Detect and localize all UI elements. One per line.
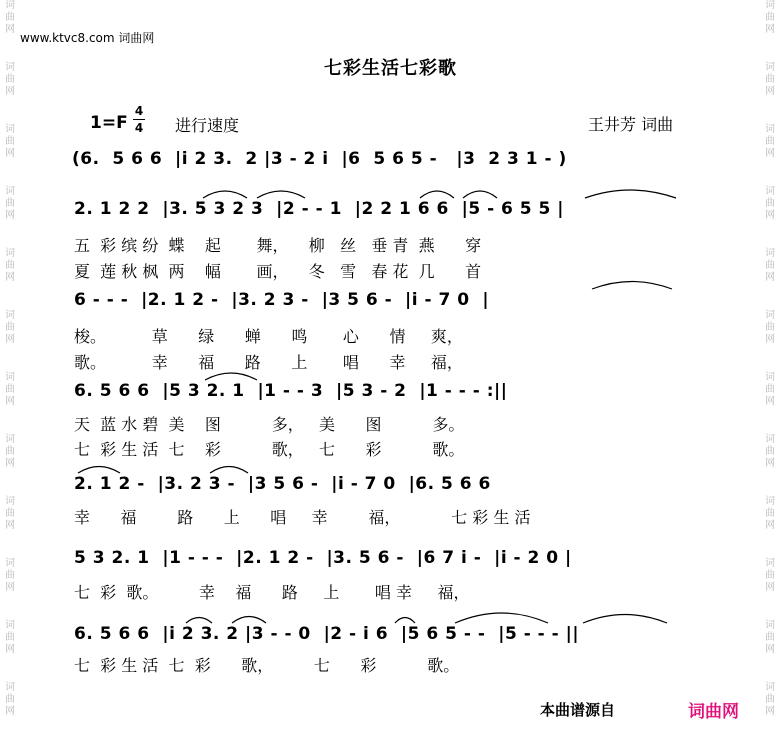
left-watermark-12: 词曲网 [5, 682, 15, 717]
time-signature-top: 4 [134, 104, 144, 118]
source-label: 本曲谱源自 [540, 701, 616, 719]
notation-row-1: 2. 1 2 2 |3. 5 3 2 3 |2 - - 1 |2 2 1 6 6 |5 - 6 5 5 | [74, 199, 564, 219]
credit: 王井芳 词曲 [588, 115, 674, 134]
slur [232, 617, 266, 624]
right-watermark-7: 词曲网 [765, 372, 775, 407]
right-watermark-6: 词曲网 [765, 310, 775, 345]
slur [205, 373, 257, 380]
right-watermark-5: 词曲网 [765, 248, 775, 283]
slur [395, 618, 415, 624]
slur [592, 282, 672, 290]
slur [257, 191, 305, 198]
notation-row-0: (6. 5 6 6 |i 2 3. 2 |3 - 2 i |6 5 6 5 - |3 2 3 1 - ) [72, 149, 567, 169]
slur [186, 618, 212, 624]
source-site-link[interactable]: 词曲网 [688, 702, 739, 722]
tempo-marking: 进行速度 [175, 116, 240, 135]
left-watermark-1: 词曲网 [5, 0, 15, 35]
slur [78, 467, 120, 474]
lyric-line-5a: 七 彩 歌。 幸 福 路 上 唱 幸 福， [74, 583, 470, 602]
left-watermark-2: 词曲网 [5, 62, 15, 97]
right-watermark-12: 词曲网 [765, 682, 775, 717]
left-watermark-9: 词曲网 [5, 496, 15, 531]
left-watermark-6: 词曲网 [5, 310, 15, 345]
right-watermark-4: 词曲网 [765, 186, 775, 221]
left-watermark-7: 词曲网 [5, 372, 15, 407]
notation-row-4: 2. 1 2 - |3. 2 3 - |3 5 6 - |i - 7 0 |6. 5 6 6 [74, 474, 491, 494]
left-watermark-4: 词曲网 [5, 186, 15, 221]
lyric-line-3b: 七 彩 生 活 七 彩 歌， 七 彩 歌。 [74, 440, 465, 459]
left-watermark-8: 词曲网 [5, 434, 15, 469]
notation-row-3: 6. 5 6 6 |5 3 2. 1 |1 - - 3 |5 3 - 2 |1 - - - :|| [74, 381, 508, 401]
right-watermark-2: 词曲网 [765, 62, 775, 97]
lyric-line-1a: 五 彩 缤 纷 蝶 起 舞， 柳 丝 垂 青 燕 穿 [74, 236, 482, 255]
lyric-line-2a: 梭。 草 绿 蝉 鸣 心 情 爽， [74, 327, 463, 346]
right-watermark-3: 词曲网 [765, 124, 775, 159]
notation-row-5: 5 3 2. 1 |1 - - - |2. 1 2 - |3. 5 6 - |6 7 i - |i - 2 0 | [74, 548, 572, 568]
slur [463, 191, 497, 198]
right-watermark-11: 词曲网 [765, 620, 775, 655]
slur [420, 191, 454, 198]
left-watermark-10: 词曲网 [5, 558, 15, 593]
lyric-line-6a: 七 彩 生 活 七 彩 歌， 七 彩 歌。 [74, 656, 460, 675]
right-watermark-9: 词曲网 [765, 496, 775, 531]
right-watermark-1: 词曲网 [765, 0, 775, 35]
slur [455, 613, 548, 623]
lyric-line-1b: 夏 莲 秋 枫 两 幅 画， 冬 雪 春 花 几 首 [74, 262, 482, 281]
lyric-line-2b: 歌。 幸 福 路 上 唱 幸 福， [74, 353, 463, 372]
slur [583, 615, 667, 624]
notation-row-6: 6. 5 6 6 |i 2 3. 2 |3 - - 0 |2 - i 6 |5 6 5 - - |5 - - - || [74, 624, 580, 644]
key-signature: 1=F [90, 113, 128, 133]
left-watermark-11: 词曲网 [5, 620, 15, 655]
left-watermark-5: 词曲网 [5, 248, 15, 283]
lyric-line-3a: 天 蓝 水 碧 美 图 多， 美 图 多。 [74, 415, 465, 434]
right-watermark-10: 词曲网 [765, 558, 775, 593]
left-watermark-3: 词曲网 [5, 124, 15, 159]
site-url[interactable]: www.ktvc8.com 词曲网 [20, 31, 155, 45]
slur [585, 190, 676, 198]
lyric-line-4a: 幸 福 路 上 唱 幸 福， 七 彩 生 活 [74, 508, 531, 527]
right-watermark-8: 词曲网 [765, 434, 775, 469]
notation-row-2: 6 - - - |2. 1 2 - |3. 2 3 - |3 5 6 - |i - 7 0 | [74, 290, 490, 310]
slur [210, 467, 248, 474]
time-signature-bottom: 4 [134, 121, 144, 135]
slur [203, 191, 247, 198]
song-title: 七彩生活七彩歌 [324, 58, 457, 79]
